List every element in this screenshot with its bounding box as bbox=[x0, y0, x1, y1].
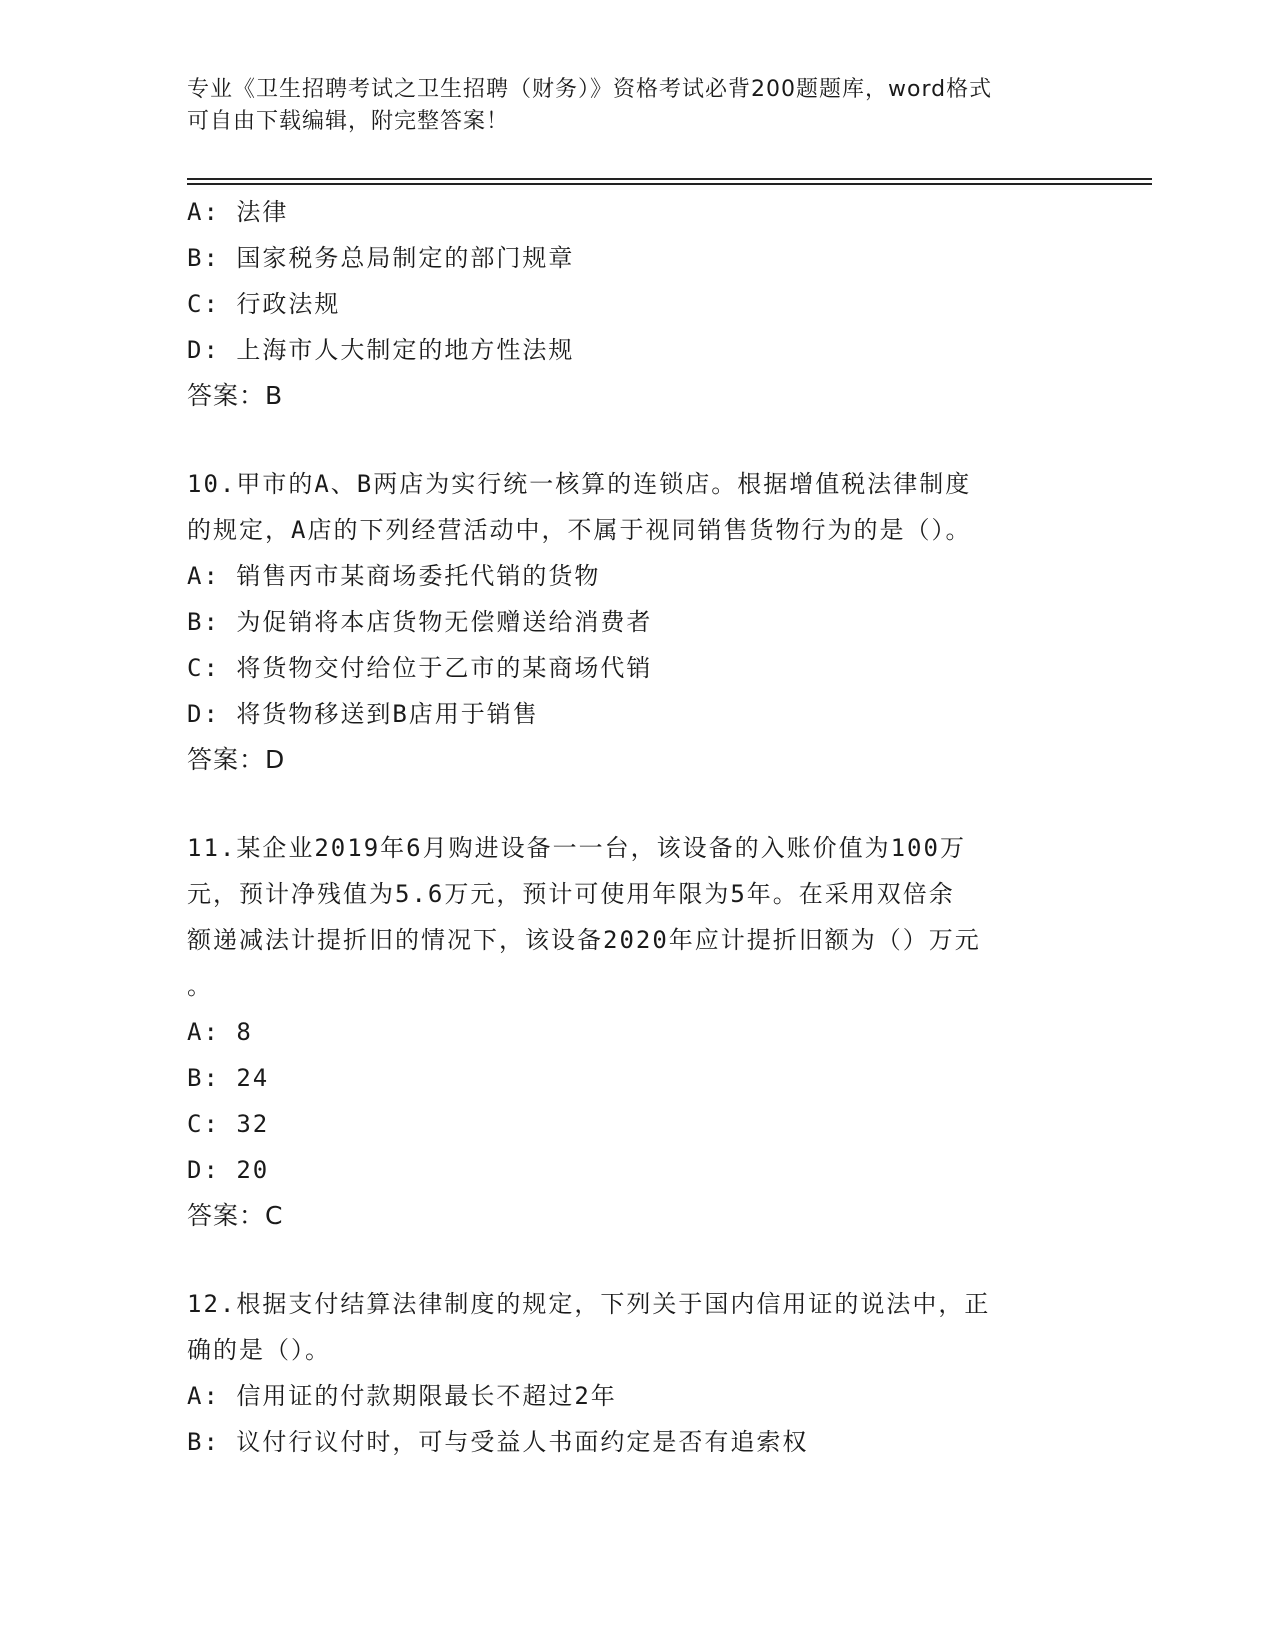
header-line-1: 专业《卫生招聘考试之卫生招聘（财务）》资格考试必背200题题库，word格式 bbox=[187, 77, 993, 102]
option-a: A: 法律 bbox=[187, 198, 289, 226]
question-text-line: 12.根据支付结算法律制度的规定，下列关于国内信用证的说法中，正 bbox=[187, 1290, 991, 1318]
option-a: A: 8 bbox=[187, 1018, 253, 1046]
option-b: B: 议付行议付时，可与受益人书面约定是否有追索权 bbox=[187, 1428, 809, 1456]
option-d: D: 将货物移送到B店用于销售 bbox=[187, 700, 539, 728]
question-list bbox=[187, 189, 1087, 1465]
answer-line: 答案：C bbox=[187, 1201, 284, 1230]
header-divider-top bbox=[187, 178, 1152, 180]
header-divider-bottom bbox=[187, 183, 1152, 185]
option-d: D: 上海市人大制定的地方性法规 bbox=[187, 336, 575, 364]
question-10 bbox=[187, 461, 1087, 783]
question-11 bbox=[187, 825, 1087, 1239]
question-text-line: 。 bbox=[187, 972, 213, 1000]
question-text-line: 的规定，A店的下列经营活动中，不属于视同销售货物行为的是（）。 bbox=[187, 516, 972, 544]
question-12 bbox=[187, 1281, 1087, 1465]
option-a: A: 销售丙市某商场委托代销的货物 bbox=[187, 562, 601, 590]
option-b: B: 24 bbox=[187, 1064, 270, 1092]
option-c: C: 行政法规 bbox=[187, 290, 341, 318]
answer-line: 答案：B bbox=[187, 381, 284, 410]
option-b: B: 国家税务总局制定的部门规章 bbox=[187, 244, 575, 272]
option-b: B: 为促销将本店货物无偿赠送给消费者 bbox=[187, 608, 653, 636]
question-text-line: 确的是（）。 bbox=[187, 1336, 331, 1364]
question-text-line: 元，预计净残值为5.6万元，预计可使用年限为5年。在采用双倍余 bbox=[187, 880, 955, 908]
option-c: C: 32 bbox=[187, 1110, 270, 1138]
header-line-2: 可自由下载编辑，附完整答案！ bbox=[187, 109, 510, 134]
option-a: A: 信用证的付款期限最长不超过2年 bbox=[187, 1382, 617, 1410]
question-text-line: 10.甲市的A、B两店为实行统一核算的连锁店。根据增值税法律制度 bbox=[187, 470, 972, 498]
question-9-continued bbox=[187, 189, 1087, 419]
question-text-line: 额递减法计提折旧的情况下，该设备2020年应计提折旧额为（）万元 bbox=[187, 926, 981, 954]
option-d: D: 20 bbox=[187, 1156, 270, 1184]
option-c: C: 将货物交付给位于乙市的某商场代销 bbox=[187, 654, 653, 682]
answer-line: 答案：D bbox=[187, 745, 286, 774]
document-header bbox=[187, 74, 1087, 138]
question-text-line: 11.某企业2019年6月购进设备一一台，该设备的入账价值为100万 bbox=[187, 834, 966, 862]
